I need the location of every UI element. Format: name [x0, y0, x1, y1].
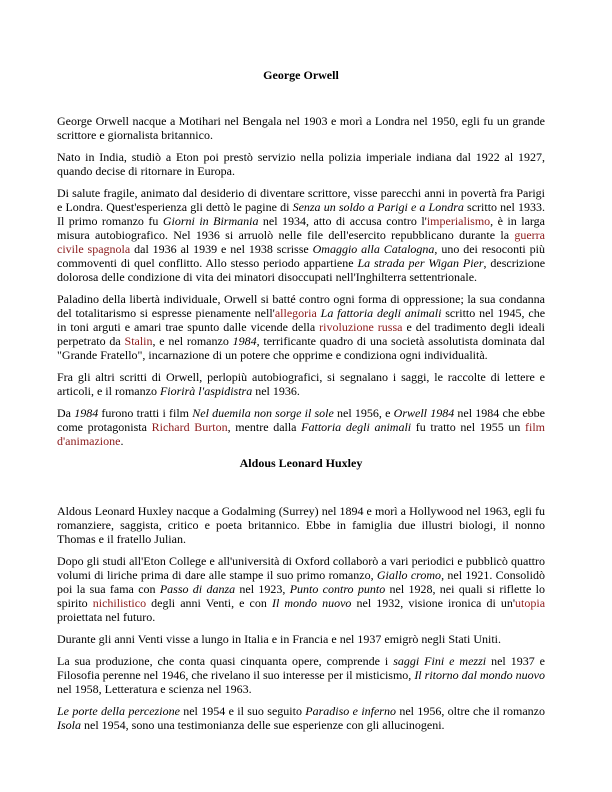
- italic-text: saggi Fini e mezzi: [393, 654, 487, 668]
- paragraph-text: scritto nel 1933. Il primo romanzo fu: [57, 200, 545, 228]
- italic-text: 1984: [74, 406, 99, 420]
- paragraph-text: , mentre dalla: [227, 420, 302, 434]
- paragraph-text: scritto nel 1945, che in toni arguti e amari trae spunto dalle vicende della: [57, 306, 546, 334]
- paragraph-text: nel 1923,: [235, 582, 290, 596]
- italic-text: Giallo cromo: [376, 568, 442, 582]
- orwell-paragraph-1: [57, 114, 545, 142]
- italic-text: Senza un soldo a Parigi e a Londra: [292, 200, 464, 214]
- italic-text: Il ritorno dal mondo nuovo: [414, 668, 545, 682]
- link-rivoluzione-russa[interactable]: rivoluzione russa: [319, 320, 403, 334]
- huxley-paragraph-3: [57, 632, 545, 646]
- huxley-paragraph-1: [57, 504, 545, 546]
- italic-text: Nel duemila non sorge il sole: [192, 406, 334, 420]
- paragraph-text: nel 1934, atto di accusa contro l': [258, 214, 427, 228]
- orwell-paragraph-2: [57, 150, 545, 178]
- paragraph-text: George Orwell nacque a Motihari nel Bengala nel 1903 e morì a Londra nel 1950, egli fu un grande scrittore e giornalista britannico.: [57, 114, 545, 142]
- paragraph-text: degli anni Venti, e con: [146, 596, 272, 610]
- link-film-d-animazione[interactable]: film d'animazione: [57, 420, 546, 448]
- orwell-paragraph-5: [57, 370, 545, 398]
- orwell-paragraph-3: [57, 186, 545, 284]
- paragraph-text: Durante gli anni Venti visse a lungo in Italia e in Francia e nel 1937 emigrò negli Stati Uniti.: [57, 632, 502, 646]
- italic-text: Fiorirà l'aspidistra: [159, 384, 253, 398]
- italic-text: La strada per Wigan Pier: [357, 256, 484, 270]
- paragraph-text: .: [120, 434, 124, 448]
- italic-text: Giorni in Birmania: [162, 214, 259, 228]
- italic-text: Passo di danza: [159, 582, 236, 596]
- paragraph-text: nel 1932, visione ironica di un': [351, 596, 516, 610]
- italic-text: Isola: [57, 718, 81, 732]
- paragraph-text: , uno dei resoconti più commoventi di quel conflitto. Allo stesso periodo appartiene: [57, 242, 545, 270]
- orwell-paragraph-4: [57, 292, 545, 362]
- paragraph-text: Fra gli altri scritti di Orwell, perlopiù autobiografici, si segnalano i saggi, le raccolte di lettere e articoli, e il romanzo: [57, 370, 545, 398]
- paragraph-text: nel 1958, Letteratura e scienza nel 1963.: [57, 682, 252, 696]
- paragraph-text: Dopo gli studi all'Eton College e all'università di Oxford collaborò a vari periodici e pubblicò quattro volumi di liriche prima di dare alle stampe il suo primo romanzo,: [57, 554, 545, 582]
- paragraph-text: nel 1954, sono una testimonianza delle sue esperienze con gli allucinogeni.: [81, 718, 445, 732]
- italic-text: Omaggio alla Catalogna: [312, 242, 435, 256]
- link-imperialismo[interactable]: imperialismo: [426, 214, 491, 228]
- section-title-orwell: George Orwell: [263, 68, 339, 82]
- paragraph-text: , terrificante quadro di una società assolutista dominata dal "Grande Fratello", incarnazione di un potere che opprime e condiziona ogni individualità.: [57, 334, 546, 362]
- paragraph-text: , è in larga misura autobiografico. Nel 1936 si arruolò nelle file dell'esercito repubblicano durante la: [57, 214, 545, 242]
- paragraph-text: Nato in India, studiò a Eton poi prestò servizio nella polizia imperiale indiana dal 1922 al 1927, quando decise di ritornare in Europa.: [57, 150, 545, 178]
- paragraph-text: Di salute fragile, animato dal desiderio di diventare scrittore, visse parecchi anni in povertà fra Parigi e Londra. Quest'esperienza gli dettò le pagine di: [57, 186, 545, 214]
- orwell-paragraph-6: [57, 406, 545, 448]
- paragraph-text: , nel 1921. Consolidò poi la sua fama con: [57, 568, 545, 596]
- paragraph-text: nel 1956, oltre che il romanzo: [395, 704, 545, 718]
- paragraph-text: Paladino della libertà individuale, Orwell si batté contro ogni forma di oppressione; la sua condanna del totalitarismo si espresse pienamente nell': [57, 292, 545, 320]
- paragraph-text: nel 1928, nei quali si riflette lo spirito: [57, 582, 545, 610]
- link-stalin[interactable]: Stalin: [124, 334, 153, 348]
- huxley-paragraph-2: [57, 554, 545, 624]
- link-utopia[interactable]: utopia: [515, 596, 546, 610]
- section-title-huxley: Aldous Leonard Huxley: [239, 456, 363, 470]
- italic-text: Le porte della percezione: [57, 704, 180, 718]
- paragraph-text: proiettata nel futuro.: [57, 610, 156, 624]
- huxley-paragraph-4: [57, 654, 545, 696]
- paragraph-text: e del tradimento degli ideali perpetrato da: [57, 320, 545, 348]
- paragraph-text: nel 1954 e il suo seguito: [179, 704, 306, 718]
- paragraph-text: nel 1984 che ebbe come protagonista: [57, 406, 545, 434]
- paragraph-text: La sua produzione, che conta quasi cinquanta opere, comprende i: [57, 654, 394, 668]
- link-richard-burton[interactable]: Richard Burton: [151, 420, 228, 434]
- document-page: [57, 68, 545, 740]
- paragraph-text: , descrizione dolorosa delle condizione di vita dei minatori disoccupati nell'Inghilterra settentrionale.: [57, 256, 546, 284]
- paragraph-text: nel 1936.: [252, 384, 300, 398]
- paragraph-text: nel 1956, e: [333, 406, 394, 420]
- link-nichilistico[interactable]: nichilistico: [92, 596, 147, 610]
- paragraph-text: dal 1936 al 1939 e nel 1938 scrisse: [130, 242, 313, 256]
- huxley-paragraph-5: [57, 704, 545, 732]
- paragraph-text: furono tratti i film: [98, 406, 193, 420]
- italic-text: Orwell 1984: [393, 406, 455, 420]
- paragraph-text: nel 1937 e Filosofia perenne nel 1946, che rivelano il suo interesse per il misticismo,: [57, 654, 545, 682]
- link-guerra-civile-spagnola[interactable]: guerra civile spagnola: [57, 228, 545, 256]
- paragraph-text: fu tratto nel 1955 un: [411, 420, 526, 434]
- italic-text: Il mondo nuovo: [271, 596, 352, 610]
- paragraph-text: Da: [57, 406, 75, 420]
- italic-text: Paradiso e inferno: [305, 704, 396, 718]
- italic-text: La fattoria degli animali: [320, 306, 442, 320]
- paragraph-text: , e nel romanzo: [152, 334, 233, 348]
- paragraph-text: Aldous Leonard Huxley nacque a Godalming (Surrey) nel 1894 e morì a Hollywood nel 1963, egli fu romanziere, saggista, critico e poeta britannico. Ebbe in famiglia due illustri biologi, il nonno Thomas e il fratello Julian.: [57, 504, 545, 546]
- link-allegoria[interactable]: allegoria: [274, 306, 317, 320]
- italic-text: 1984: [232, 334, 257, 348]
- italic-text: Fattoria degli animali: [301, 420, 412, 434]
- italic-text: Punto contro punto: [289, 582, 386, 596]
